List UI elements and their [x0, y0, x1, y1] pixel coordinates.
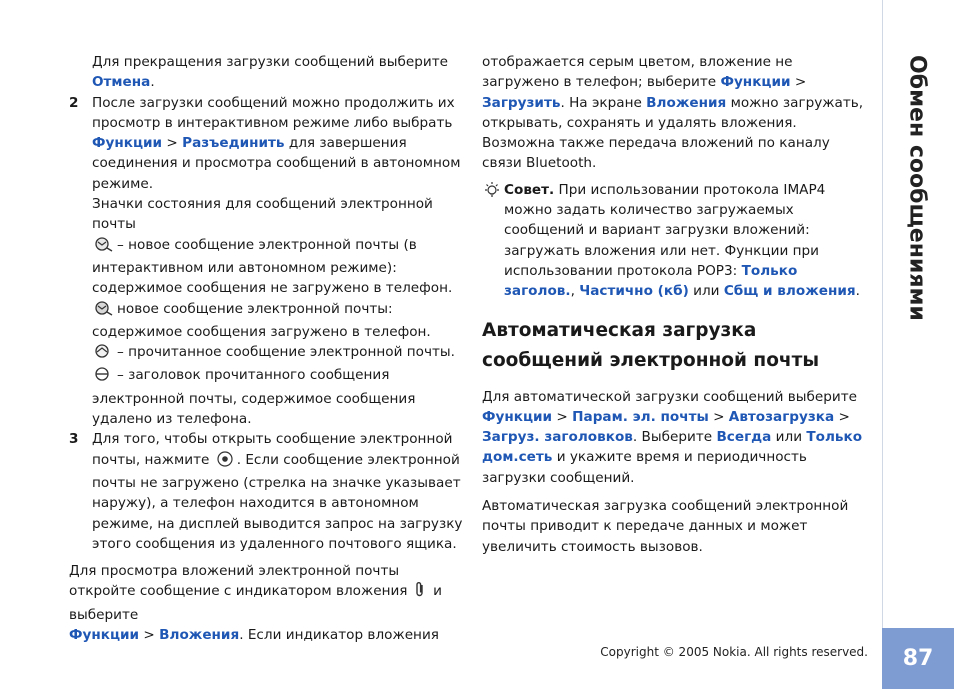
text: новое сообщение электронной почты: содержимое сообщения загружено в телефон. — [92, 300, 431, 340]
text: и выберите — [69, 583, 442, 623]
new-unread-email-icon — [92, 236, 114, 258]
text: . На экране — [560, 94, 642, 111]
menu-keyword-email-settings: Парам. эл. почты — [572, 408, 709, 425]
icon-desc-new-downloaded — [92, 299, 469, 343]
left-column — [69, 52, 469, 645]
chapter-title-text: Обмен сообщениями — [904, 55, 930, 321]
text: отображается серым цветом, вложение не загружено в телефон; выберите — [482, 54, 793, 91]
text: и укажите время и периодичность загрузки сообщений. — [482, 449, 807, 486]
status-icons-caption: Значки состояния для сообщений электронной почты — [92, 196, 433, 233]
menu-keyword-functions: Функции — [92, 135, 163, 152]
menu-keyword-attachments: Вложения — [646, 94, 727, 111]
icon-desc-deleted-header — [92, 365, 469, 429]
step-number: 2 — [69, 94, 79, 111]
text: Для автоматической загрузки сообщений выберите — [482, 388, 858, 405]
read-email-icon — [92, 343, 114, 365]
icon-desc-new-unread — [92, 235, 469, 299]
menu-keyword-auto-download: Автозагрузка — [728, 408, 835, 425]
step-2 — [69, 93, 469, 430]
text: Для прекращения загрузки сообщений выберите — [92, 54, 448, 70]
tip-label: Совет. — [504, 181, 555, 198]
tip-lightbulb-icon — [482, 181, 502, 205]
paperclip-attachment-icon — [414, 581, 426, 604]
sidebar-chapter-title — [892, 55, 942, 321]
text: – заголовок прочитанного сообщения электронной почты, содержимое сообщения удалено из телефона. — [92, 367, 416, 428]
right-column — [482, 52, 870, 557]
menu-keyword-functions: Функции — [69, 627, 140, 644]
deleted-email-header-icon — [92, 366, 114, 388]
text: или — [775, 429, 803, 446]
menu-keyword-attachments: Вложения — [159, 627, 240, 644]
text: – новое сообщение электронной почты (в интерактивном или автономном режиме): содержимое сообщения не загружено в телефон. — [92, 236, 453, 297]
menu-keyword-partial: Частично (кб) — [579, 283, 689, 300]
step-3-text — [92, 429, 469, 554]
paragraph-data-cost-note: Автоматическая загрузка сообщений электронной почты приводит к передаче данных и может увеличить стоимость вызовов. — [482, 498, 849, 555]
text: . Выберите — [632, 429, 713, 446]
text: После загрузки сообщений можно продолжить их просмотр в интерактивном режиме либо выбрать — [92, 94, 455, 131]
text: Для того, чтобы открыть сообщение электронной почты, нажмите — [92, 431, 453, 468]
paragraph-attachments: Для просмотра вложений электронной почты откройте сообщение с индикатором вложения и выберите Функции > Вложения. Если индикатор вложения — [69, 563, 442, 644]
menu-keyword-functions: Функции — [720, 74, 791, 91]
step-2-text: После загрузки сообщений можно продолжить их просмотр в интерактивном режиме либо выбрать Функции > Разъединить для завершения соединения и просмотра сообщений в автономном режиме. — [92, 94, 461, 192]
menu-keyword-home-network-only: Только дом.сеть — [482, 429, 863, 466]
text: При использовании протокола IMAP4 можно задать количество загружаемых сообщений и вариант загрузки вложений: загружать вложения или нет. Функции при использовании протокола POP3: — [504, 181, 826, 279]
menu-keyword-headers-only: Только заголов. — [504, 262, 798, 300]
paragraph-cancel-download: Для прекращения загрузки сообщений выберите Отмена. — [92, 54, 448, 91]
text: для завершения соединения и просмотра сообщений в автономном режиме. — [92, 135, 461, 192]
menu-keyword-always: Всегда — [716, 429, 772, 446]
tip-text: Совет. При использовании протокола IMAP4 можно задать количество загружаемых сообщений и вариант загрузки вложений: загружать вложения или нет. Функции при использовании протокола POP3: Только заголов., Частично (кб) или Сбщ и вложения. — [504, 181, 860, 300]
paragraph-attachment-download: отображается серым цветом, вложение не загружено в телефон; выберите Функции > Загрузить. На экране Вложения можно загружать, открывать, сохранять и удалять вложения. Возможна также передача вложений по каналу связи Bluetooth. — [482, 54, 864, 172]
page-number-badge — [882, 628, 954, 689]
text: . Если индикатор вложения — [239, 627, 439, 644]
paragraph-auto-download-settings: Для автоматической загрузки сообщений выберите Функции > Парам. эл. почты > Автозагрузка > Загруз. заголовков. Выберите Всегда или Только дом.сеть и укажите время и периодичность загрузки сообщений. — [482, 388, 863, 486]
text: или — [693, 283, 720, 300]
menu-keyword-disconnect: Разъединить — [182, 135, 285, 152]
text: – прочитанное сообщение электронной почты. — [117, 344, 455, 361]
step-number: 3 — [69, 431, 79, 448]
copyright-footer: Copyright © 2005 Nokia. All rights reserved. — [600, 645, 868, 659]
icon-desc-read — [92, 342, 469, 365]
menu-keyword-msgs-and-attachments: Сбщ и вложения — [723, 283, 856, 300]
tip-block — [482, 180, 870, 302]
page-number: 87 — [902, 646, 934, 671]
text: можно загружать, открывать, сохранять и удалять вложения. Возможна также передача вложений по каналу связи Bluetooth. — [482, 94, 864, 172]
menu-keyword-download: Загрузить — [482, 94, 561, 111]
new-downloaded-email-icon — [92, 300, 114, 322]
joystick-center-icon — [216, 451, 234, 473]
text: Для просмотра вложений электронной почты откройте сообщение с индикатором вложения — [69, 563, 408, 600]
step-3 — [69, 429, 469, 554]
menu-keyword-download-headers: Загруз. заголовков — [482, 429, 633, 446]
menu-keyword-cancel: Отмена — [92, 74, 151, 91]
text: . Если сообщение электронной почты не загружено (стрелка на значке указывает наружу), а телефон находится в автономном режиме, на дисплей выводится запрос на загрузку этого сообщения из удаленного почтового ящика. — [92, 451, 463, 552]
menu-keyword-functions: Функции — [482, 408, 553, 425]
section-heading: Автоматическая загрузка сообщений электронной почты — [482, 319, 820, 371]
